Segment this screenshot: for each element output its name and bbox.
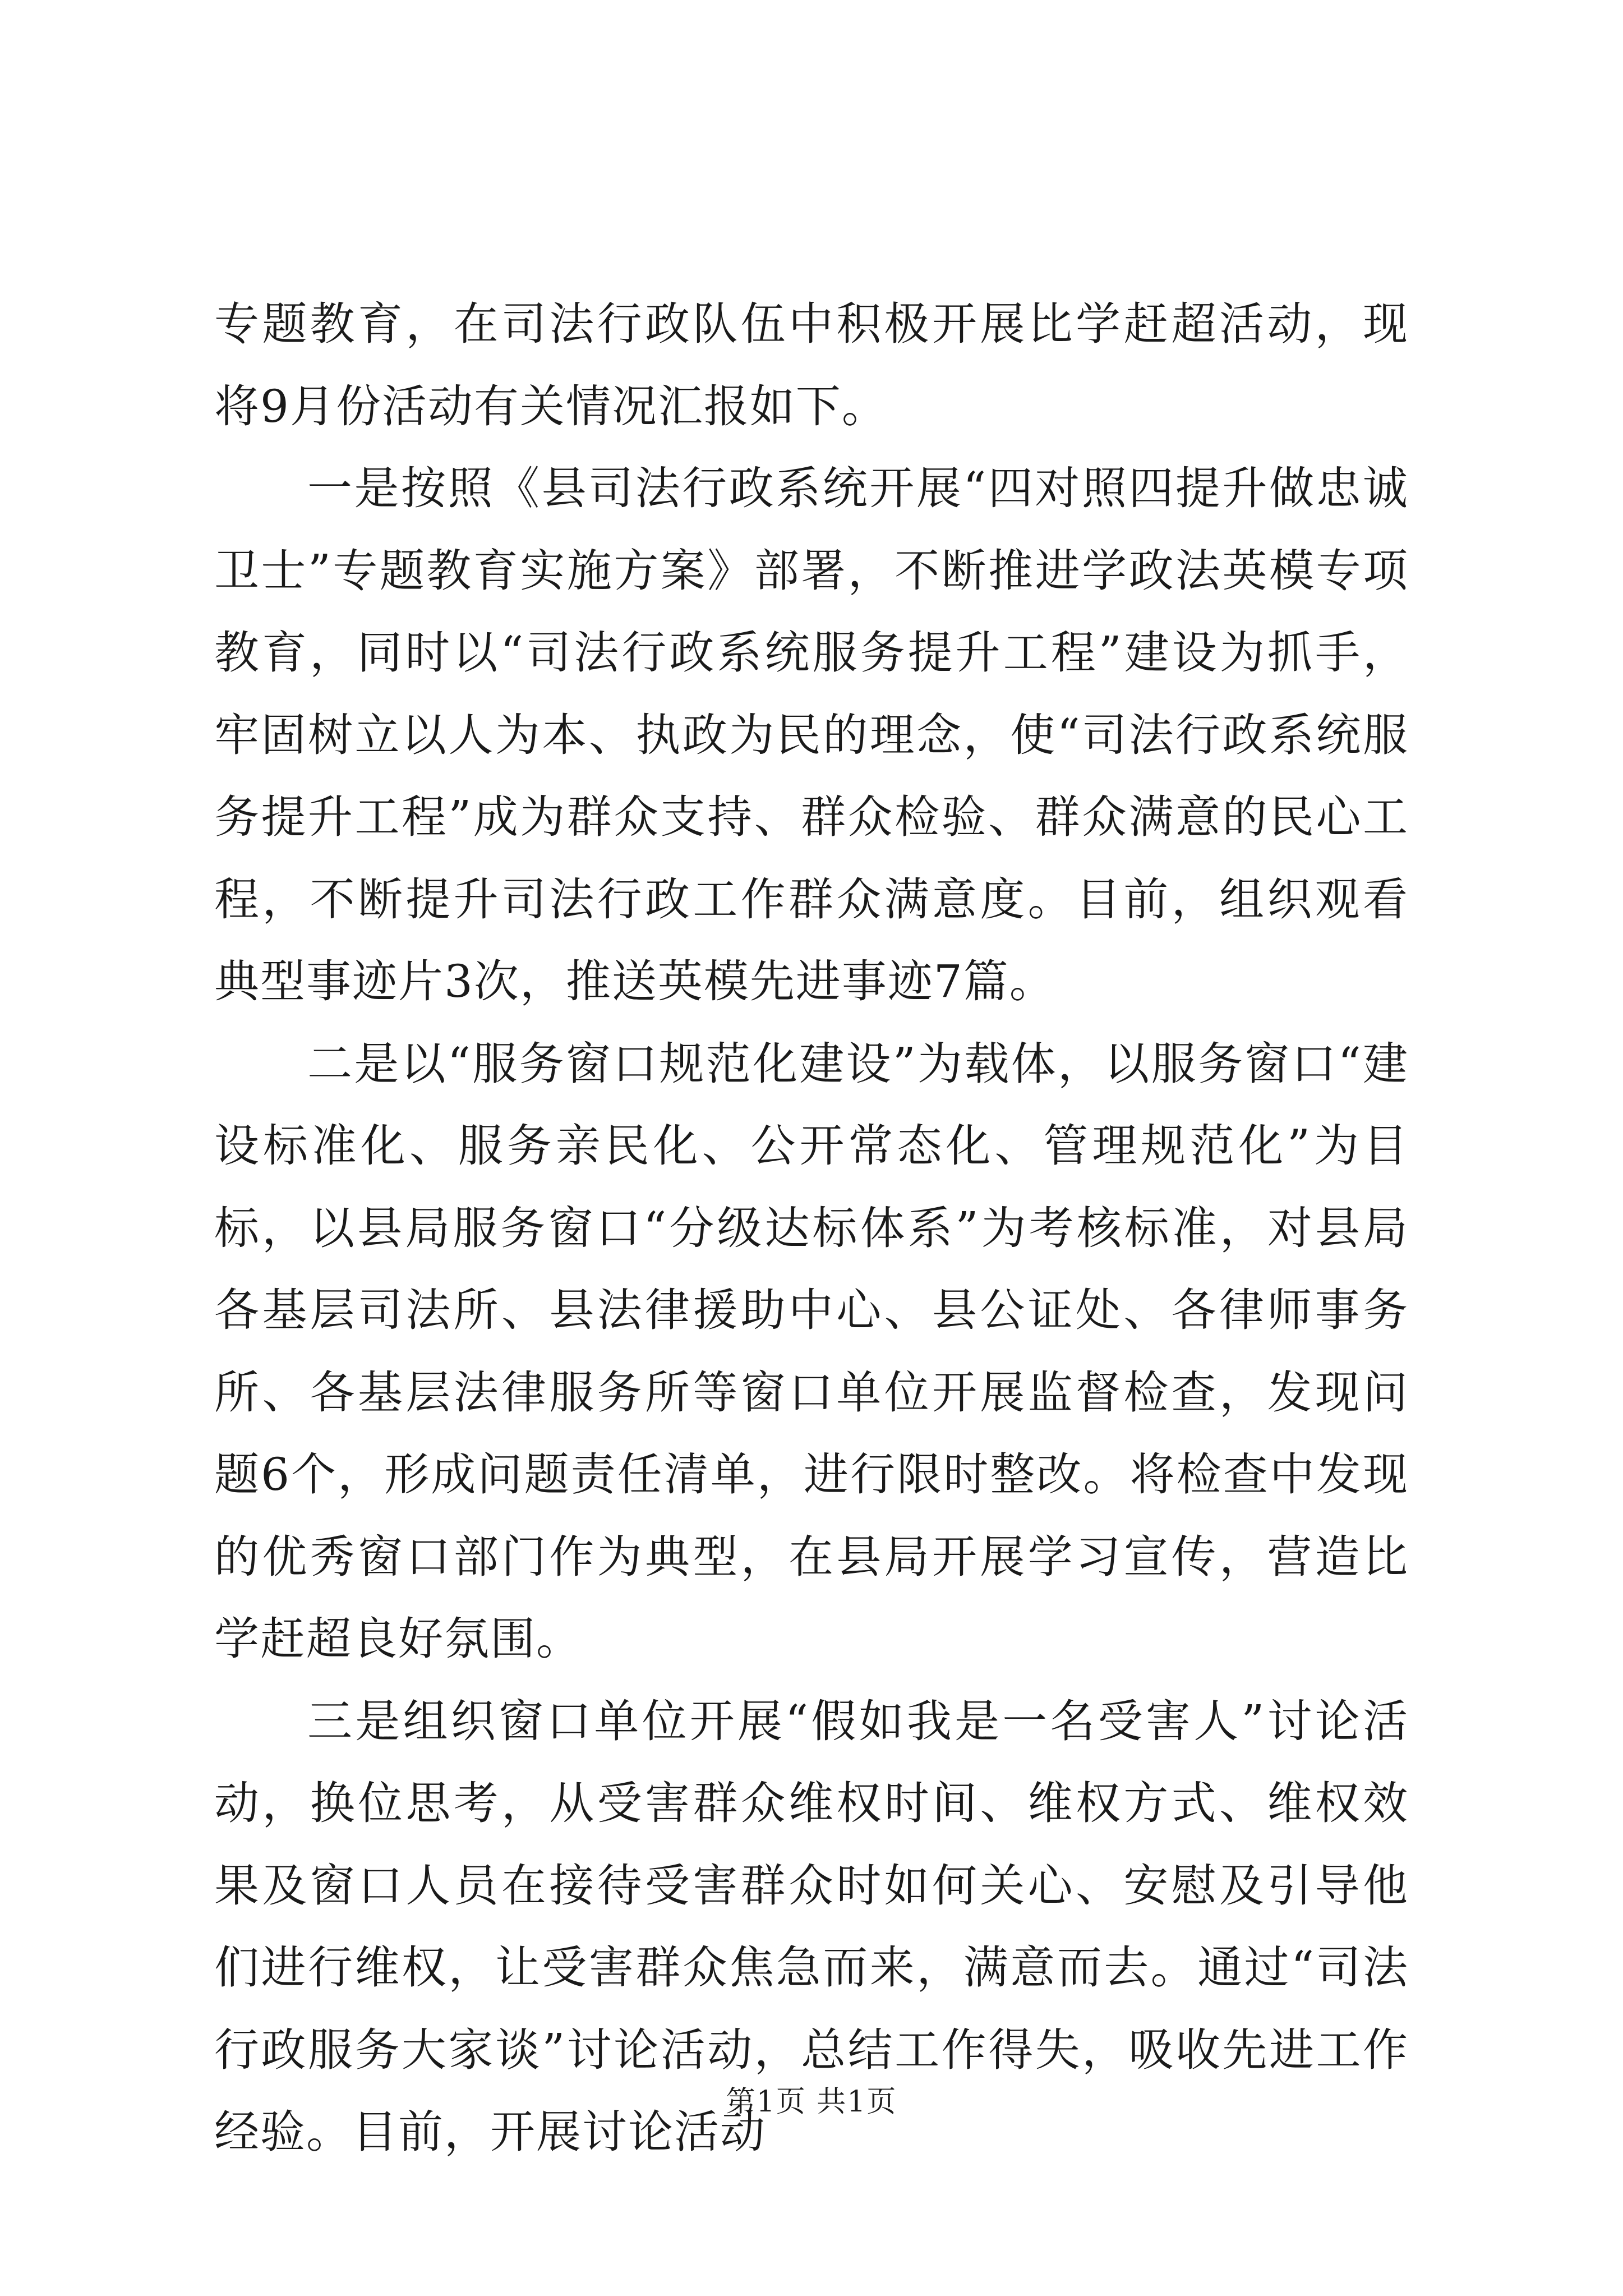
document-body <box>214 283 1409 2174</box>
paragraph-intro: 专题教育，在司法行政队伍中积极开展比学赶超活动，现将9月份活动有关情况汇报如下。 <box>214 298 1409 432</box>
paragraph-item-2: 二是以“服务窗口规范化建设”为载体，以服务窗口“建设标准化、服务亲民化、公开常态化、管理规范化”为目标，以县局服务窗口“分级达标体系”为考核标准，对县局各基层司法所、县法律援助中心、县公证处、各律师事务所、各基层法律服务所等窗口单位开展监督检查，发现问题6个，形成问题责任清单，进行限时整改。将检查中发现的优秀窗口部门作为典型，在县局开展学习宣传，营造比学赶超良好氛围。 <box>214 1037 1409 1665</box>
page-footer: 第1页 共1页 <box>726 2085 897 2119</box>
paragraph-item-1: 一是按照《县司法行政系统开展“四对照四提升做忠诚卫士”专题教育实施方案》部署，不断推进学政法英模专项教育，同时以“司法行政系统服务提升工程”建设为抓手，牢固树立以人为本、执政为民的理念，使“司法行政系统服务提升工程”成为群众支持、群众检验、群众满意的民心工程，不断提升司法行政工作群众满意度。目前，组织观看典型事迹片3次，推送英模先进事迹7篇。 <box>214 462 1409 1007</box>
paragraph-item-3: 三是组织窗口单位开展“假如我是一名受害人”讨论活动，换位思考，从受害群众维权时间、维权方式、维权效果及窗口人员在接待受害群众时如何关心、安慰及引导他们进行维权，让受害群众焦急而来，满意而去。通过“司法行政服务大家谈”讨论活动，总结工作得失，吸收先进工作经验。目前，开展讨论活动 <box>214 1695 1409 2158</box>
